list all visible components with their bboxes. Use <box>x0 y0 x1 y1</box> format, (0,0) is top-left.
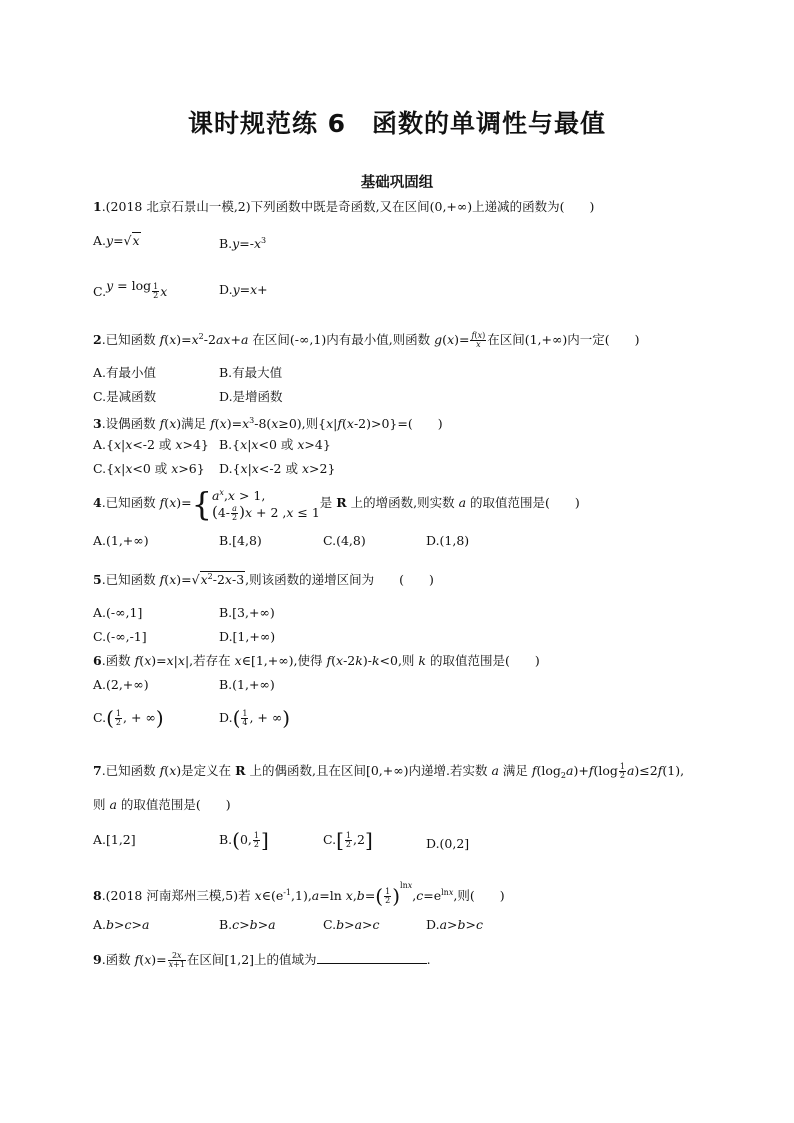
q7-option-b: B.(0, $\frac{1}{2}$ ] <box>219 828 269 852</box>
q1-option-a: A.y=√x <box>93 233 140 248</box>
question-2: 2.已知函数 $f(x)=x^2-2ax+a$ 在区间(-∞,1)内有最小值,则函数 g(x)= $\frac{f(x)}{x}$ 在区间(1,+∞)内一定( ) <box>93 331 640 349</box>
question-number: 4 <box>93 495 102 510</box>
q7-option-c: C.[ $\frac{1}{2}$ ,2] <box>323 828 373 852</box>
q4-option-a: A.(1,+∞) <box>93 533 149 548</box>
q8-option-d: D.a>b>c <box>426 917 484 932</box>
question-1 <box>93 199 594 215</box>
q1-option-b: $B.y=-x^3$ <box>219 236 267 251</box>
q1-option-d: D.y=x+ <box>219 282 268 297</box>
question-number: 5 <box>93 572 102 587</box>
q5-option-c: C.(-∞,-1] <box>93 629 147 644</box>
q1-option-c: C.y = log $\frac{1}{2}$ x <box>93 278 168 300</box>
q5-option-b: B.[3,+∞) <box>219 605 275 620</box>
q6-option-a: A.(2,+∞) <box>93 677 149 692</box>
q2-option-a: A.有最小值 <box>93 365 157 380</box>
question-8: 8.(2018 河南郑州三模,5)若 $x\in(e^{-1},1),a=\ln$ x,b=( $\frac{1}{2}$ )$^{lnx},c=e^{lnx}$,则( ) <box>93 881 505 908</box>
question-7: 7.已知函数 f(x)是定义在 R 上的偶函数,且在区间[0,+∞)内递增.若实数 a 满足 $f(\log_2a)+f(\log$ $\frac{1}{2}$ a)≤2f(1), <box>93 762 685 780</box>
question-5: 5.已知函数 $f(x)=√x^2-2x-3$,则该函数的递增区间为 ( ) <box>93 572 434 587</box>
q3-option-a: A.{x|x<-2 或 x>4} <box>93 437 209 452</box>
piecewise-function: $a^x,x > 1$, (4- $\frac{a}{2}$ )x + 2 ,x ≤ 1 <box>211 488 320 522</box>
question-number: 8 <box>93 888 102 903</box>
q4-option-d: D.(1,8) <box>426 533 470 548</box>
question-number: 6 <box>93 653 102 668</box>
page-title: 课时规范练 6 函数的单调性与最值 <box>187 109 607 138</box>
q6-option-d: D.( $\frac{1}{4}$ , + ∞) <box>219 706 291 730</box>
q2-option-c: C.是减函数 <box>93 389 157 404</box>
q8-option-b: B.c>b>a <box>219 917 276 932</box>
q8-option-c: C.b>a>c <box>323 917 380 932</box>
question-number: 1 <box>93 199 102 214</box>
question-9: 9.函数 f(x)= $\frac{2x}{x+1}$ 在区间[1,2]上的值域为 . <box>93 951 431 969</box>
q6-option-b: B.(1,+∞) <box>219 677 275 692</box>
answer-blank[interactable] <box>317 951 427 964</box>
q3-option-c: C.{x|x<0 或 x>6} <box>93 461 205 476</box>
q7-option-a: A.[1,2] <box>93 832 136 847</box>
q6-option-c: C.( $\frac{1}{2}$ , + ∞) <box>93 706 164 730</box>
question-number: 3 <box>93 416 102 431</box>
section-heading: 基础巩固组 <box>360 175 434 191</box>
question-number: 2 <box>93 332 102 347</box>
q3-option-d: D.{x|x<-2 或 x>2} <box>219 461 336 476</box>
question-7-continued: 则 a 的取值范围是( ) <box>93 797 231 812</box>
q4-option-b: B.[4,8) <box>219 533 262 548</box>
question-number: 9 <box>93 952 102 967</box>
q2-option-b: B.有最大值 <box>219 365 283 380</box>
q3-option-b: B.{x|x<0 或 x>4} <box>219 437 331 452</box>
q4-option-c: C.(4,8) <box>323 533 366 548</box>
question-4: 4.已知函数 f(x)={ $a^x,x > 1$, (4- $\frac{a}{2}$ )x + 2 ,x ≤ 1 是 R 上的增函数,则实数 a 的取值范围是( ) <box>93 485 580 524</box>
q5-option-d: D.[1,+∞) <box>219 629 276 644</box>
question-3: 3.设偶函数 f(x)满足 $f(x)=x^3-8(x\ge 0)$,则{x|f(x-2)>0}=( ) <box>93 416 443 431</box>
question-text: .(2018 北京石景山一模,2)下列函数中既是奇函数,又在区间(0,+∞)上递减的函数为( ) <box>101 199 595 214</box>
q2-option-d: D.是增函数 <box>219 389 283 404</box>
question-6: 6.函数 f(x)=x|x|,若存在 x∈[1,+∞),使得 f(x-2k)-k<0,则 k 的取值范围是( ) <box>93 653 540 668</box>
question-number: 7 <box>93 763 102 778</box>
q8-option-a: A.b>c>a <box>93 917 150 932</box>
q7-option-d: D.(0,2] <box>426 836 470 851</box>
q5-option-a: A.(-∞,1] <box>93 605 143 620</box>
